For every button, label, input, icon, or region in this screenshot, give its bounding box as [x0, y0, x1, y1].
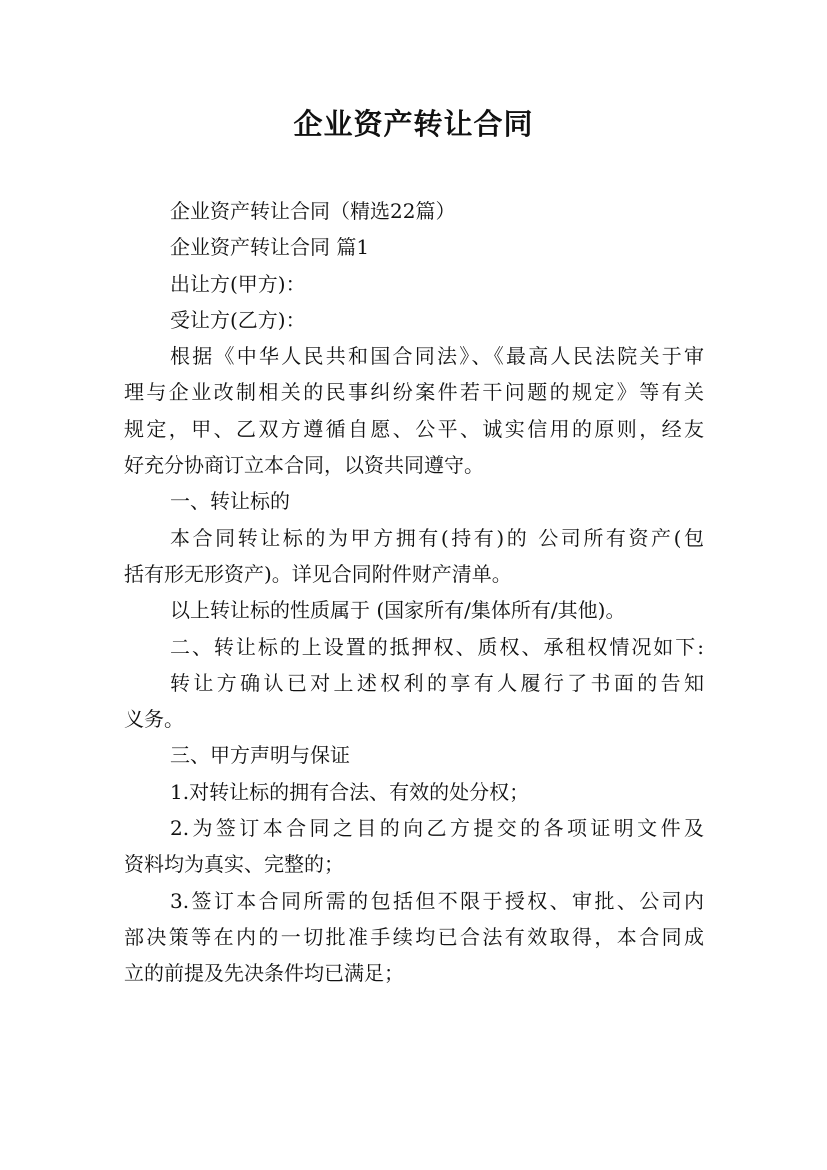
text-line: 规定，甲、乙双方遵循自愿、公平、诚实信用的原则，经友 [124, 416, 704, 441]
text-line: 资料均为真实、完整的； [124, 852, 344, 877]
text-line: 本合同转让标的为甲方拥有(持有)的 公司所有资产(包 [170, 525, 704, 550]
text-line: 好充分协商订立本合同，以资共同遵守。 [124, 453, 484, 478]
text-line: 出让方(甲方)： [170, 271, 306, 296]
document-title: 企业资产转让合同 [293, 107, 534, 141]
list-item: 1.对转让标的拥有合法、有效的处分权； [170, 779, 530, 804]
document-body [124, 193, 704, 992]
text-line: 受让方(乙方)： [170, 307, 306, 332]
text-line: 理与企业改制相关的民事纠纷案件若干问题的规定》等有关 [124, 380, 704, 405]
text-line: 企业资产转让合同 篇1 [170, 235, 370, 260]
text-line: 转让方确认已对上述权利的享有人履行了书面的告知 [170, 670, 704, 695]
text-line: 企业资产转让合同（精选22篇） [170, 199, 456, 223]
text-line: 部决策等在内的一切批准手续均已合法有效取得，本合同成 [124, 924, 704, 949]
section-heading: 三、甲方声明与保证 [170, 743, 350, 768]
text-line: 根据《中华人民共和国合同法》、《最高人民法院关于审 [170, 344, 704, 369]
section-heading: 二、转让标的上设置的抵押权、质权、承租权情况如下: [170, 634, 704, 659]
list-item: 2.为签订本合同之目的向乙方提交的各项证明文件及 [170, 816, 704, 841]
text-line: 义务。 [124, 707, 184, 732]
text-line: 立的前提及先决条件均已满足； [124, 961, 404, 986]
list-item: 3.签订本合同所需的包括但不限于授权、审批、公司内 [170, 888, 704, 913]
section-heading: 一、转让标的 [170, 489, 290, 514]
text-line: 括有形无形资产)。详见合同附件财产清单。 [124, 561, 512, 586]
text-line: 以上转让标的性质属于 (国家所有/集体所有/其他)。 [170, 598, 626, 623]
